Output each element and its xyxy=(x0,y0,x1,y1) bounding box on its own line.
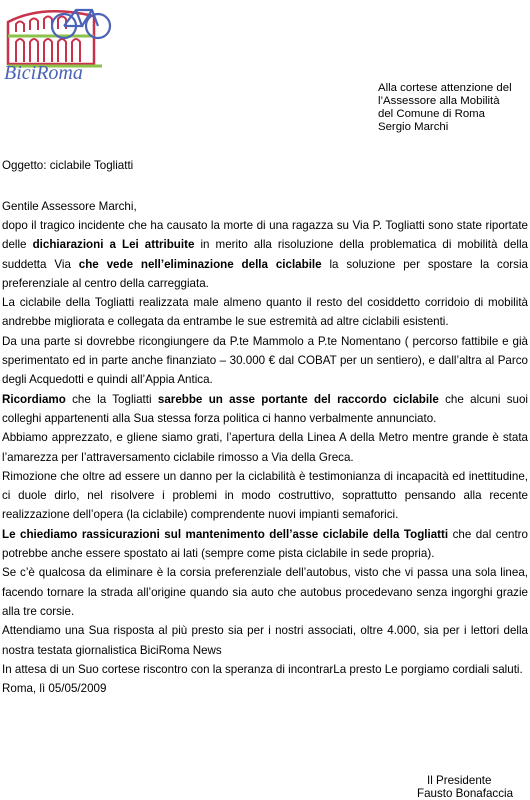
signature-name: Fausto Bonafaccia xyxy=(417,787,514,800)
paragraph: Ricordiamo che la Togliatti sarebbe un asse portante del raccordo ciclabile che alcuni suoi colleghi appartenenti alla Sua stessa forza politica ci hanno verbalmente annunciato. xyxy=(2,392,529,425)
paragraph: Da una parte si dovrebbe ricongiungere da P.te Mammolo a P.te Nomentano ( percorso fattibile e già sperimentato ed in parte anche finanziato – 30.000 € dal COBAT per un sentiero), e dall’altra al Parco degli Acquedotti e quindi all’Appia Antica. xyxy=(2,334,528,387)
paragraph: dopo il tragico incidente che ha causato la morte di una ragazza su Via P. Togliatti sono state riportate delle dichiarazioni a Lei attribuite in merito alla risoluzione della problematica di mobilità della suddetta Via che vede nell’eliminazione della ciclabile la soluzione per spostare la corsia preferenziale al centro della carreggiata. xyxy=(2,219,528,290)
logo-wordmark: BiciRoma xyxy=(4,62,83,84)
recipient-line: Alla cortese attenzione del xyxy=(378,82,512,94)
paragraph: La ciclabile della Togliatti realizzata male almeno quanto il resto del cosiddetto corridoio di mobilità andrebbe migliorata e collegata da entrambe le sue estremità ad altre ciclabili esistenti. xyxy=(2,296,528,329)
recipient-line: del Comune di Roma xyxy=(378,108,485,120)
recipient-line: Sergio Marchi xyxy=(378,121,449,133)
signature-title: Il Presidente xyxy=(427,774,492,787)
paragraph: Rimozione che oltre ad essere un danno per la ciclabilità è testimonianza di incapacità ed inettitudine, ci duole dirlo, nel risolvere i problemi in modo costruttivo, soprattutto pensando alla recente realizzazione dell’opera (la ciclabile) comprendente nuovi impianti semaforici. xyxy=(2,469,528,522)
paragraph: Le chiediamo rassicurazioni sul mantenimento dell’asse ciclabile della Togliatti che dal centro potrebbe anche essere spostato ai lati (sempre come pista ciclabile in sede propria). xyxy=(2,527,528,561)
paragraph: Se c’è qualcosa da eliminare è la corsia preferenziale dell’autobus, visto che vi passa una sola linea, facendo tornare la strada all’origine quando sia auto che autobus procedevano senza ingorghi grazie alla tre corsie. xyxy=(2,566,528,618)
salutation: Gentile Assessore Marchi, xyxy=(2,200,137,213)
recipient-line: l’Assessore alla Mobilità xyxy=(378,95,500,107)
subject-line: Oggetto: ciclabile Togliatti xyxy=(2,159,134,172)
recipient-address xyxy=(378,82,512,134)
paragraph: Attendiamo una Sua risposta al più presto sia per i nostri associati, oltre 4.000, sia per i lettori della nostra testata giornalistica BiciRoma News xyxy=(2,624,528,657)
date-line: Roma, lì 05/05/2009 xyxy=(2,682,107,696)
paragraph: In attesa di un Suo cortese riscontro con la speranza di incontrarLa presto Le porgiamo cordiali saluti. xyxy=(2,662,523,676)
paragraph: Abbiamo apprezzato, e gliene siamo grati, l’apertura della Linea A della Metro mentre grande è stata l’amarezza per l’attraversamento ciclabile rimosso a Via della Greca. xyxy=(2,431,528,464)
biciroma-logo xyxy=(2,2,114,88)
letter-body xyxy=(2,216,528,698)
